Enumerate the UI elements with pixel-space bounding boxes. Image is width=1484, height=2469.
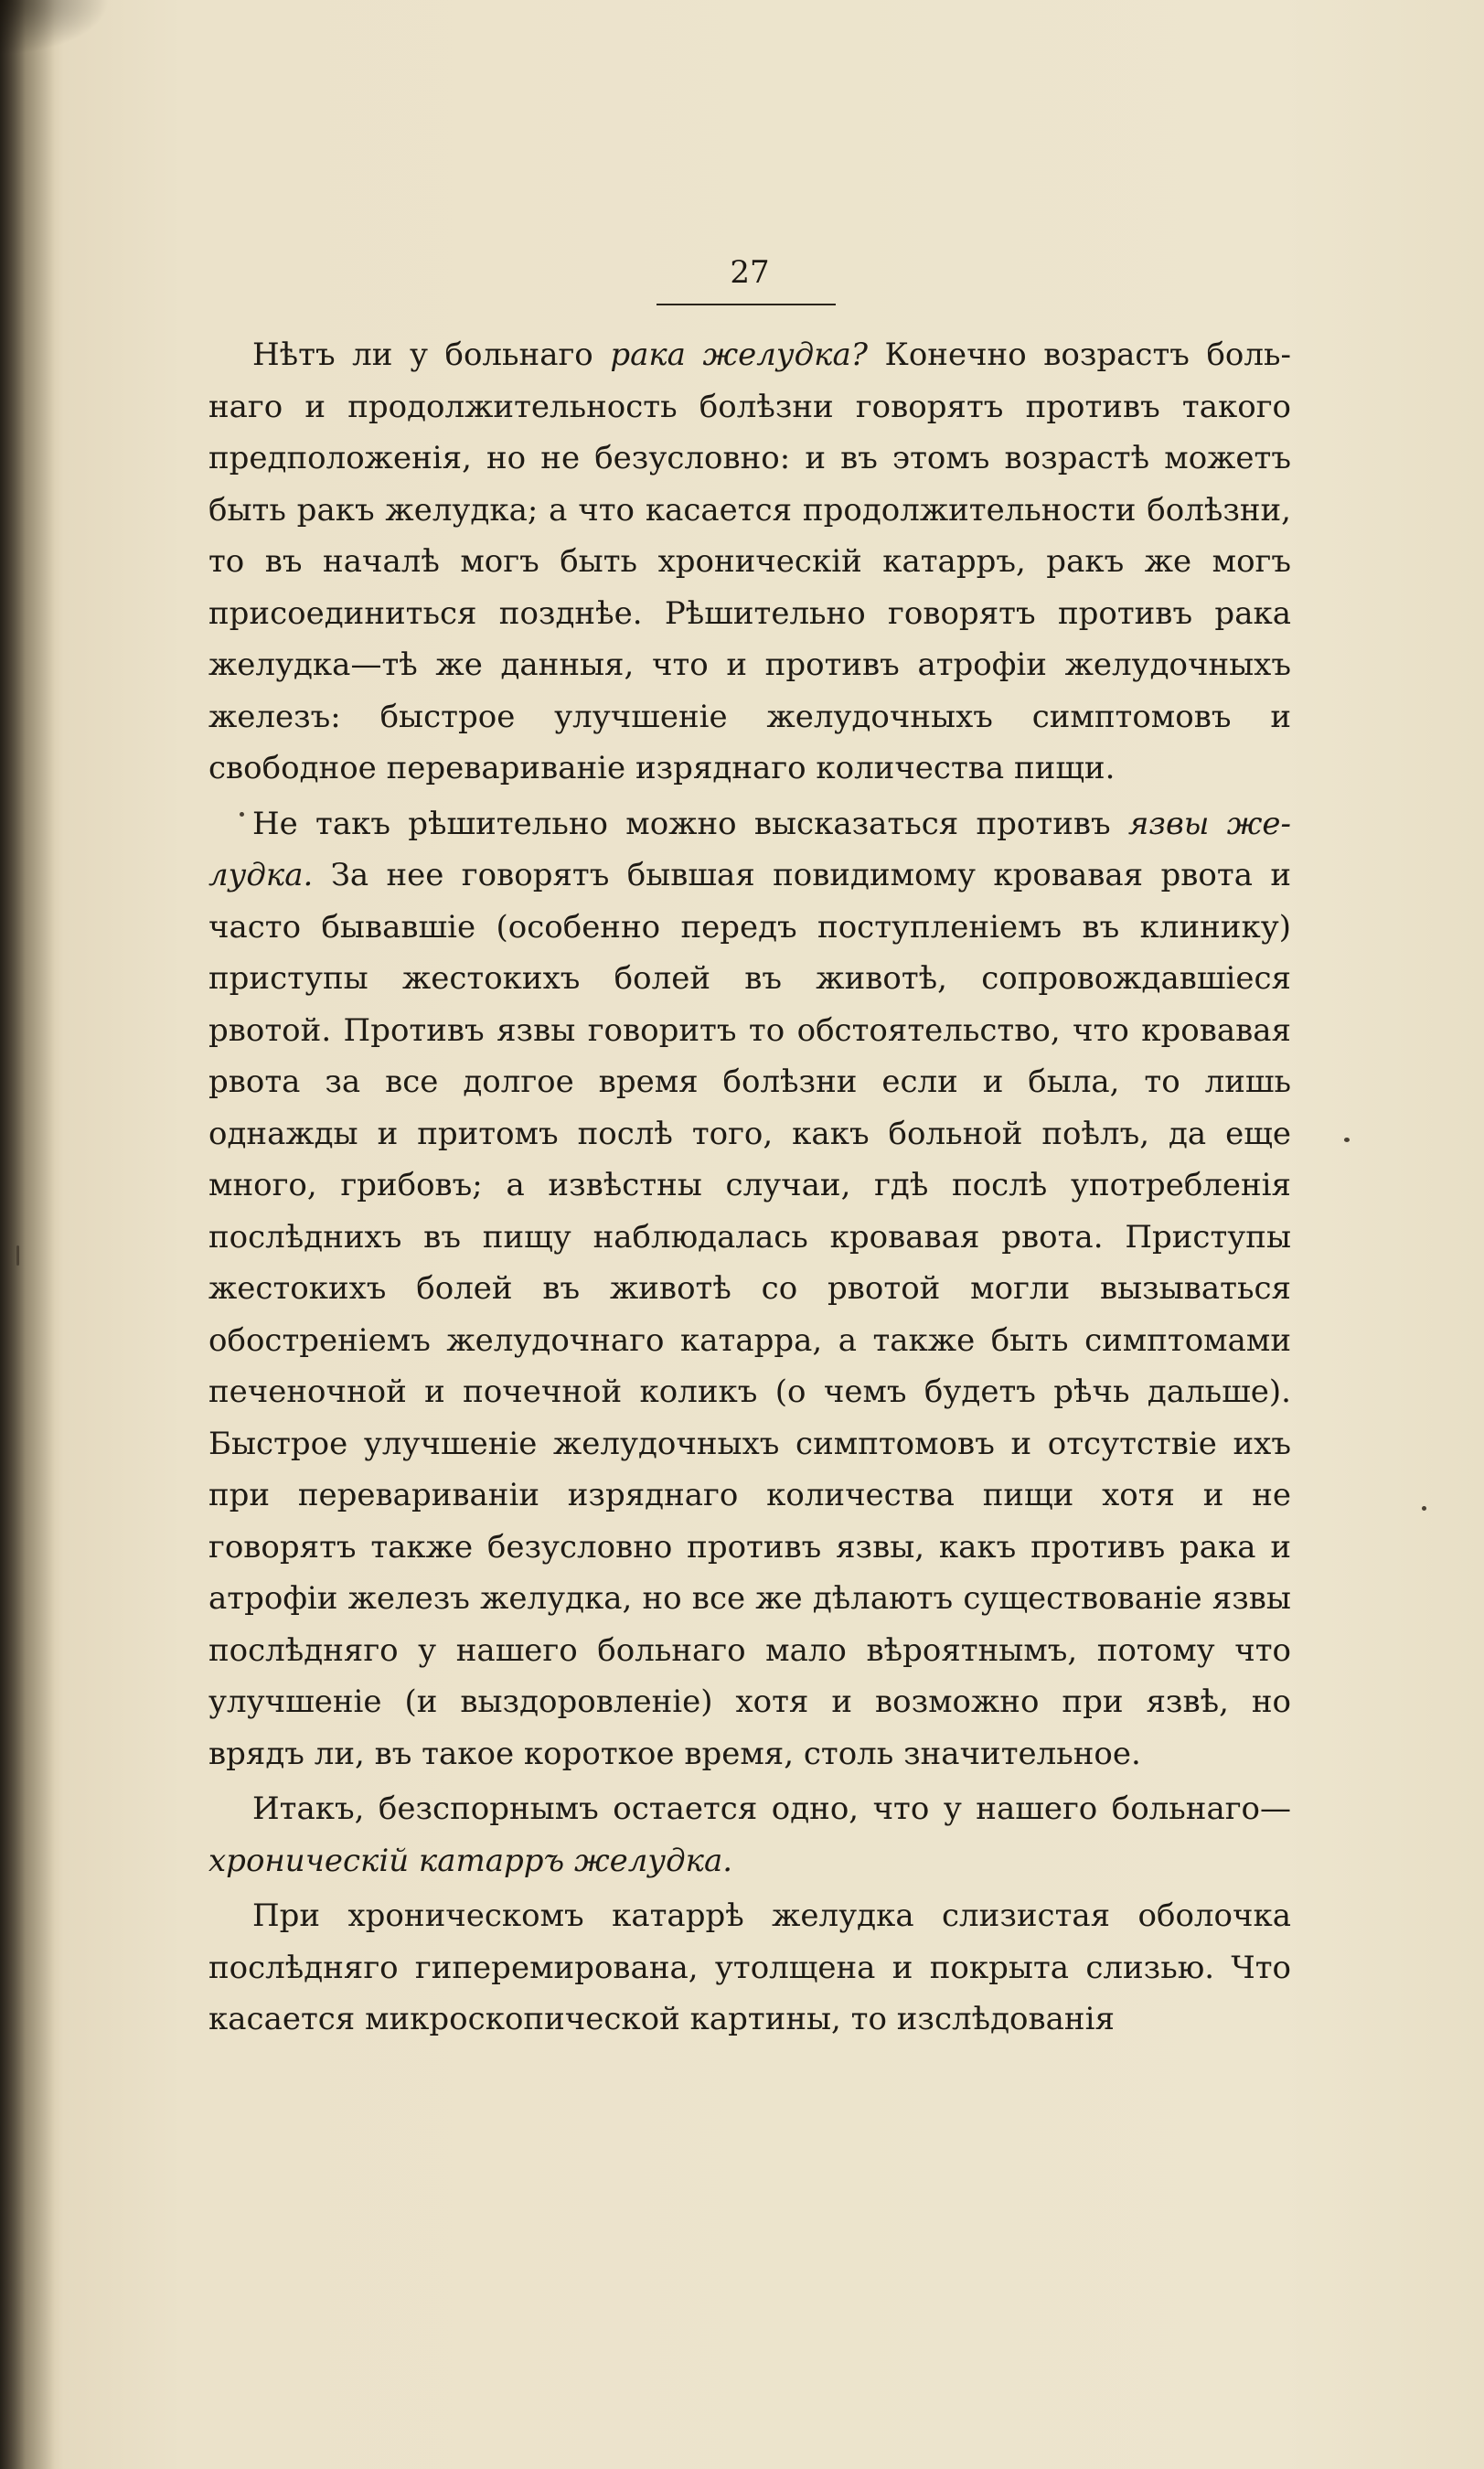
text-run: Конечно возрастъ больнаго и продолжительность болѣзни говорятъ противъ такого предположенія, но не безусловно: и въ этомъ возрастѣ можетъ быть ракъ желудка; а что касается продолжительности болѣзни, то въ началѣ могъ быть хроническій катарръ, ракъ же могъ присоединиться позднѣе. Рѣшительно говорятъ противъ рака желудка—тѣ же данныя, что и противъ атрофіи желудочныхъ железъ: быстрое улучшеніе желудочныхъ симптомовъ и свободное перевариваніе изряднаго количества пищи. [208,337,1291,786]
book-gutter-shadow [0,0,55,2469]
paragraph [208,798,1291,1780]
page-corner-shadow [0,0,110,55]
page-number-rule [657,304,836,305]
paragraph [208,329,1291,795]
text-run: Нѣтъ ли у больнаго [252,337,611,373]
text-run: За нее говорятъ бывшая повидимому кровавая рвота и часто бывавшіе (особенно передъ поступленіемъ въ клинику) приступы жестокихъ болей въ животѣ, сопровождавшіеся рвотой. Противъ язвы говоритъ то обстоятельство, что кровавая рвота за все долгое время болѣзни если и была, то лишь однажды и притомъ послѣ того, какъ больной поѣлъ, да еще много, грибовъ; а извѣстны случаи, гдѣ послѣ употребленія послѣднихъ въ пищу наблюдалась кровавая рвота. Приступы жестокихъ болей въ животѣ со рвотой могли вызываться обостреніемъ желудочнаго катарра, а также быть симптомами печеночной и почечной коликъ (о чемъ будетъ рѣчь дальше). Быстрое улучшеніе желудочныхъ симптомовъ и отсутствіе ихъ при перевариваніи изряднаго количества пищи хотя и не говорятъ также безусловно противъ язвы, какъ противъ рака и атрофіи железъ желудка, но все же дѣлаютъ существованіе язвы послѣдняго у нашего больнаго мало вѣроятнымъ, потому что улучшеніе (и выздоровленіе) хотя и возможно при язвѣ, но врядъ ли, въ такое короткое время, столь значительное. [208,857,1291,1772]
paper-speck [1344,1138,1350,1142]
paper-speck [1422,1506,1426,1511]
page-number: 27 [730,254,770,291]
paper-speck [240,812,244,817]
text-run: Не такъ рѣшительно можно высказаться противъ [252,805,1128,842]
body-text [208,329,1291,2046]
italic-text-run: язвы желудка. [208,805,1291,893]
text-run: Итакъ, безспорнымъ остается одно, что у нашего больнаго— [252,1790,1291,1827]
text-run: При хроническомъ катаррѣ желудка слизистая оболочка послѣдняго гиперемирована, утолщена и покрыта слизью. Что касается микроскопической картины, то изслѣдованія [208,1897,1291,2037]
paragraph [208,1890,1291,2046]
italic-text-run: рака желудка? [610,337,868,373]
paragraph [208,1783,1291,1886]
italic-text-run: хроническій катарръ желудка. [208,1842,733,1879]
paper-speck [16,1245,19,1266]
